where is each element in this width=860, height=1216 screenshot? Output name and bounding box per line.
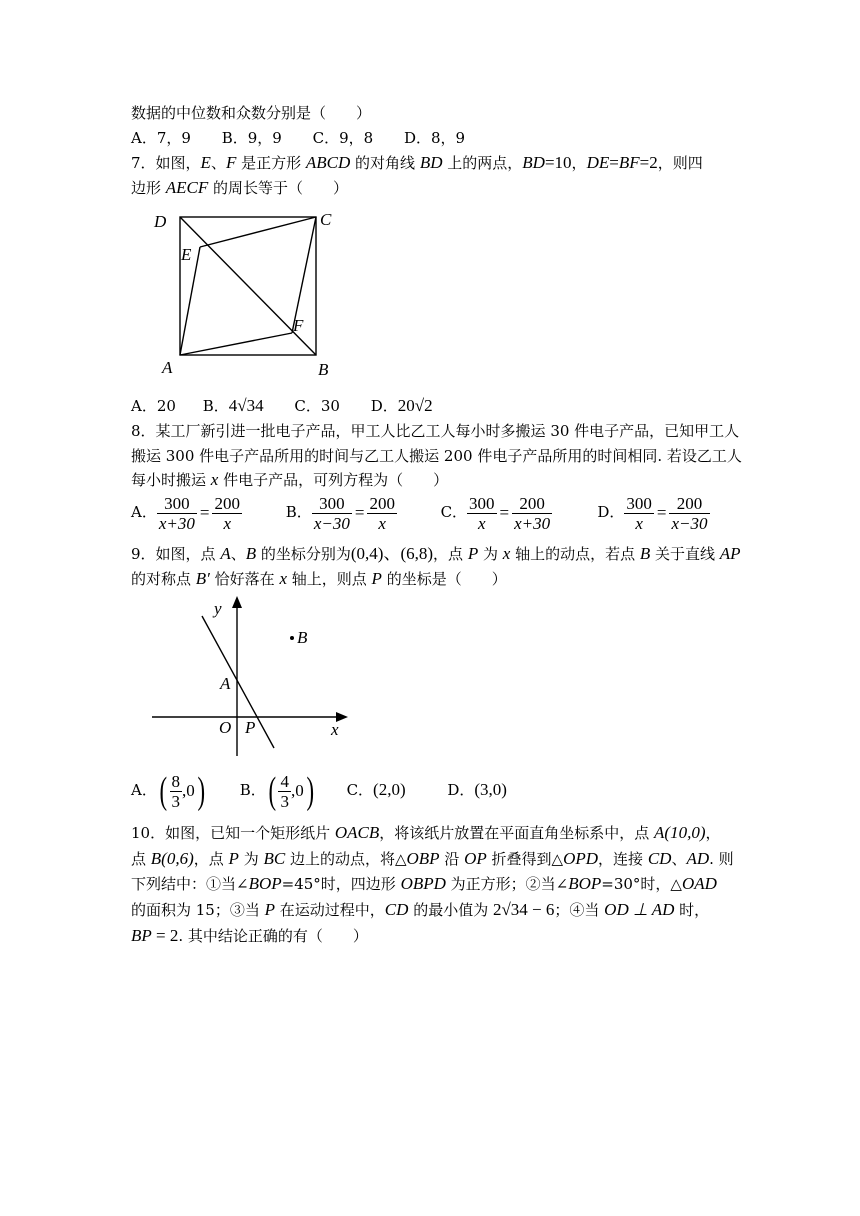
label-e: E xyxy=(181,245,192,264)
q10-math: CD xyxy=(647,849,672,868)
denominator: x xyxy=(635,513,643,533)
q9-option-c-label: C． xyxy=(346,781,374,799)
q8-text: 件电子产品，可列方程为（ ） xyxy=(218,471,449,489)
q9-figure-coordinate-plane xyxy=(148,592,358,762)
q10-text: 点 xyxy=(131,850,151,868)
q7-text: 是正方形 xyxy=(236,154,306,172)
q7-math: E xyxy=(200,153,211,172)
q6-options xyxy=(131,128,491,148)
denominator: x−30 xyxy=(313,513,350,533)
q8-option-b[interactable] xyxy=(286,492,436,533)
q10-text: 在运动过程中， xyxy=(275,901,385,919)
q10-math: 2√34 − 6 xyxy=(492,900,555,919)
denominator: x+30 xyxy=(158,513,195,533)
q10-text: ，点 xyxy=(193,850,229,868)
q7-text: 、 xyxy=(210,154,226,172)
line-ap xyxy=(202,616,274,748)
denominator: x−30 xyxy=(671,513,708,533)
q10-text: 、 xyxy=(671,850,687,868)
equals-sign: = xyxy=(499,503,510,522)
q10-text: ；④当 xyxy=(554,901,605,919)
label-a: A xyxy=(162,358,173,377)
q10-text: 沿 xyxy=(439,850,465,868)
q9-text: 的坐标分别为 xyxy=(256,545,351,563)
fraction xyxy=(170,772,183,811)
q10-math: OBPD xyxy=(400,874,446,893)
label-x: x xyxy=(331,720,339,739)
q9-math: B xyxy=(639,544,651,563)
q9-text: 关于直线 xyxy=(650,545,720,563)
q7-math: BD xyxy=(522,153,545,172)
q7-math: BD xyxy=(419,153,443,172)
label-f: F xyxy=(293,316,304,335)
numerator: 4 xyxy=(280,771,289,791)
q9-text: 、 xyxy=(230,545,246,563)
q10-math: OD ⊥ AD xyxy=(604,900,675,919)
denominator: x+30 xyxy=(514,513,551,533)
q10-math: = 2 xyxy=(151,926,179,945)
fraction xyxy=(624,494,654,533)
right-paren: ) xyxy=(306,770,314,812)
q7-option-d[interactable] xyxy=(371,397,433,415)
q10-stem-line3 xyxy=(131,874,717,894)
right-paren: ) xyxy=(197,770,205,812)
q8-stem-line2: 搬运 300 件电子产品所用的时间与乙工人搬运 200 件电子产品所用的时间相同. 若设乙工人 xyxy=(131,447,742,465)
equals-sign: = xyxy=(656,503,667,522)
q7-math: = xyxy=(609,153,619,172)
q10-math: OP xyxy=(464,849,487,868)
q10-math: BOP xyxy=(248,874,282,893)
q10-math: P xyxy=(228,849,239,868)
q9-text: 轴上，则点 xyxy=(286,570,372,588)
q10-text: 时， xyxy=(674,901,710,919)
label-d: D xyxy=(154,212,167,231)
segment-ec xyxy=(200,217,316,247)
y-axis-arrow-icon xyxy=(232,596,242,608)
numerator: 200 xyxy=(214,493,240,513)
q7-text: 的周长等于（ ） xyxy=(208,179,349,197)
q6-stem-text: 数据的中位数和众数分别是（ ） xyxy=(131,104,372,122)
q8-option-c[interactable] xyxy=(441,492,593,533)
q9-option-a[interactable] xyxy=(131,770,235,811)
q7-math: =2 xyxy=(639,153,658,172)
numerator: 200 xyxy=(369,493,395,513)
label-b: B xyxy=(297,628,308,647)
q7-math: F xyxy=(225,153,237,172)
equals-sign: = xyxy=(199,503,210,522)
q8-option-a[interactable] xyxy=(131,492,281,533)
q9-text: 的对称点 xyxy=(131,570,196,588)
q10-text: 折叠得到△ xyxy=(486,850,564,868)
q9-option-d[interactable] xyxy=(447,770,507,810)
label-c: C xyxy=(320,210,332,229)
segment-fa xyxy=(180,333,292,355)
q10-math: B(0,6) xyxy=(150,849,194,868)
q7-math: DE xyxy=(586,153,610,172)
q8-option-d[interactable] xyxy=(597,492,727,533)
q10-math: BC xyxy=(263,849,286,868)
fraction xyxy=(669,494,709,533)
label-b: B xyxy=(318,360,329,379)
fraction xyxy=(157,494,197,533)
q9-math: (0,4)、(6,8) xyxy=(350,544,434,563)
q6-option-c[interactable]: C．9，8 xyxy=(312,129,374,147)
q7-text: ，则四 xyxy=(657,154,703,172)
q7-text: 边形 xyxy=(131,179,166,197)
q9-option-a-label: A． xyxy=(131,781,157,799)
q7-option-d-label: D． xyxy=(370,397,398,415)
q9-option-d-value: (3,0) xyxy=(474,780,507,799)
q10-text: 为正方形；②当∠ xyxy=(445,875,569,893)
q7-options xyxy=(131,396,433,416)
fraction xyxy=(312,494,352,533)
q10-stem-line2 xyxy=(131,849,734,869)
q10-stem-line1 xyxy=(131,823,721,843)
q9-text: 的坐标是（ ） xyxy=(381,570,507,588)
q10-text: =30°时，△ xyxy=(601,875,682,893)
equals-sign: = xyxy=(354,503,365,522)
q7-math: =10 xyxy=(544,153,572,172)
q9-math: x xyxy=(502,544,511,563)
denominator: 3 xyxy=(171,791,180,811)
numerator: 300 xyxy=(469,493,495,513)
label-o: O xyxy=(219,718,232,737)
q7-option-b-label: B． xyxy=(202,397,229,415)
q7-math: ABCD xyxy=(305,153,351,172)
q9-math: AP xyxy=(719,544,741,563)
fraction xyxy=(278,772,291,811)
q10-math: BOP xyxy=(568,874,602,893)
q6-stem xyxy=(131,103,371,123)
q10-text: =45°时，四边形 xyxy=(281,875,401,893)
fraction-tail: ,0 xyxy=(182,781,195,800)
q7-text: 7．如图， xyxy=(131,154,201,172)
q8-option-d-label: D． xyxy=(597,503,625,521)
q9-math: B′ xyxy=(195,569,210,588)
q7-math: AECF xyxy=(165,178,209,197)
q10-text: ， xyxy=(705,824,721,842)
label-p: P xyxy=(245,718,256,737)
q7-option-c[interactable]: C．30 xyxy=(294,397,340,415)
q10-text: . 其中结论正确的有（ ） xyxy=(178,927,368,945)
denominator: 3 xyxy=(280,791,289,811)
q7-option-a[interactable]: A．20 xyxy=(131,397,176,415)
denominator: x xyxy=(478,513,486,533)
q6-option-d[interactable]: D．8，9 xyxy=(403,129,466,147)
q10-stem-line4 xyxy=(131,900,709,920)
fraction xyxy=(467,494,497,533)
q10-math: AD xyxy=(686,849,710,868)
numerator: 300 xyxy=(157,494,197,514)
q7-option-d-value: 20√2 xyxy=(397,396,433,415)
q10-text: ，连接 xyxy=(598,850,648,868)
q10-math: CD xyxy=(384,900,409,919)
left-paren: ( xyxy=(268,770,276,812)
numerator: 300 xyxy=(312,494,352,514)
q8-option-c-label: C． xyxy=(440,503,468,521)
q8-stem-line3 xyxy=(131,470,448,490)
q9-text: 恰好落在 xyxy=(209,570,280,588)
q9-stem-line1 xyxy=(131,544,741,564)
q10-math: A(10,0) xyxy=(654,823,706,842)
q7-figure-square xyxy=(148,205,348,380)
q9-math: B xyxy=(245,544,257,563)
q10-text: ，将该纸片放置在平面直角坐标系中，点 xyxy=(379,824,655,842)
fraction xyxy=(212,494,242,533)
q7-text: ， xyxy=(571,154,587,172)
q10-math: P xyxy=(264,900,276,919)
q10-text: 10．如图，已知一个矩形纸片 xyxy=(131,824,335,842)
q9-math: P xyxy=(371,569,382,588)
q7-text: 上的两点， xyxy=(442,154,523,172)
q7-option-b-value: 4√34 xyxy=(228,396,264,415)
q10-math: OACB xyxy=(334,823,380,842)
q8-math: x xyxy=(210,470,219,489)
numerator: 300 xyxy=(626,493,652,513)
q7-option-b[interactable] xyxy=(203,397,264,415)
numerator: 200 xyxy=(512,494,552,514)
q6-option-a[interactable]: A．7，9 xyxy=(131,129,191,147)
numerator: 8 xyxy=(171,771,180,791)
point-b-dot xyxy=(290,636,294,640)
q10-text: 边上的动点，将△ xyxy=(285,850,407,868)
q7-text: 的对角线 xyxy=(350,154,420,172)
label-y: y xyxy=(214,599,222,618)
q9-math: x xyxy=(279,569,287,588)
q7-stem-line2 xyxy=(131,178,348,198)
q9-math: A xyxy=(220,544,231,563)
q10-text: . 则 xyxy=(709,850,734,868)
q9-text: 为 xyxy=(478,545,503,563)
q9-option-c-value: (2,0) xyxy=(373,780,406,799)
q8-option-b-label: B． xyxy=(285,503,312,521)
q10-text: 的面积为 15；③当 xyxy=(131,901,265,919)
denominator: x xyxy=(378,513,386,533)
q10-text: 下列结中：①当∠ xyxy=(131,875,249,893)
q10-math: BP xyxy=(131,926,152,945)
q7-stem-line1 xyxy=(131,153,703,173)
q6-option-b[interactable]: B．9，9 xyxy=(221,129,282,147)
q8-options xyxy=(131,492,727,536)
q9-math: P xyxy=(467,544,479,563)
fraction xyxy=(512,494,552,533)
q9-option-b-label: B． xyxy=(239,781,266,799)
q9-text: ，点 xyxy=(433,545,468,563)
q8-stem-line1: 8．某工厂新引进一批电子产品，甲工人比乙工人每小时多搬运 30 件电子产品，已知甲工人 xyxy=(131,422,740,440)
denominator: x xyxy=(223,513,231,533)
q9-text: 轴上的动点，若点 xyxy=(510,545,640,563)
fraction xyxy=(367,494,397,533)
q10-text: 的最小值为 xyxy=(408,901,493,919)
q9-option-d-label: D． xyxy=(447,781,475,799)
q9-stem-line2 xyxy=(131,569,507,589)
q9-options xyxy=(131,770,507,814)
label-a: A xyxy=(220,674,231,693)
q9-text: 9．如图，点 xyxy=(131,545,221,563)
q10-math: OPD xyxy=(563,849,599,868)
q10-math: OBP xyxy=(406,849,440,868)
q10-stem-line5 xyxy=(131,926,368,946)
q9-option-c[interactable] xyxy=(347,770,443,810)
left-paren: ( xyxy=(159,770,167,812)
q9-option-b[interactable] xyxy=(240,770,342,811)
q7-math: BF xyxy=(618,153,640,172)
q10-math: OAD xyxy=(681,874,717,893)
fraction-tail: ,0 xyxy=(290,781,304,800)
q8-text: 每小时搬运 xyxy=(131,471,211,489)
q10-text: 为 xyxy=(238,850,264,868)
q8-option-a-label: A． xyxy=(131,503,157,521)
numerator: 200 xyxy=(669,494,709,514)
